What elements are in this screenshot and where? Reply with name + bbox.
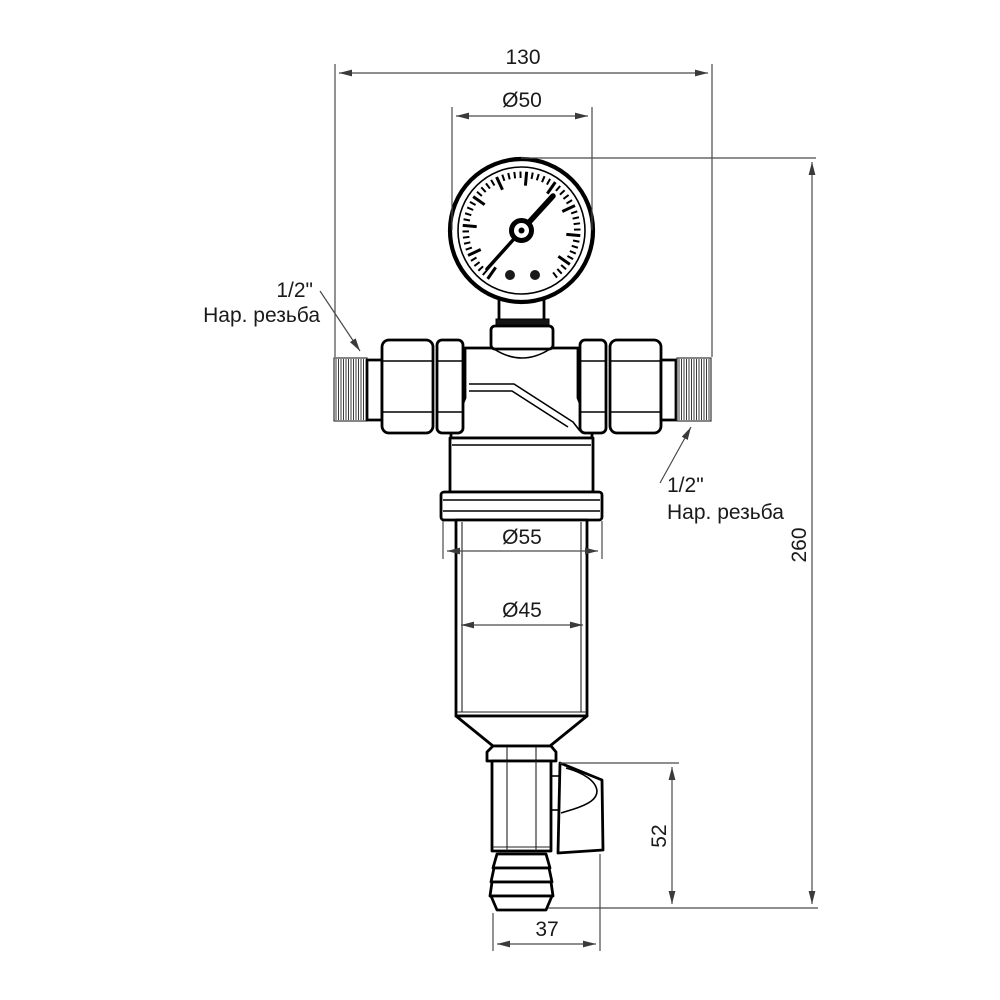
drain-valve-hex <box>487 746 556 761</box>
dim-text-drain-height: 52 <box>648 824 671 848</box>
dim-overall-height <box>788 162 812 904</box>
dim-gauge-diameter <box>456 89 588 116</box>
right-union-collar <box>580 340 606 433</box>
bowl-neck <box>450 438 593 492</box>
dim-text-bowl-diameter: Ø45 <box>502 599 542 622</box>
dim-drain-height <box>648 767 672 904</box>
dim-text-gauge-diameter: Ø50 <box>502 89 542 112</box>
left-union-collar <box>437 340 463 433</box>
left-thread-callout <box>203 279 360 351</box>
left-thread-type-label: Нар. резьба <box>203 304 320 327</box>
gauge-screw-right <box>530 270 540 280</box>
left-thread-hatch <box>336 359 364 420</box>
stem-flange <box>491 326 553 349</box>
left-spacer <box>367 360 382 420</box>
dim-overall-width <box>339 46 708 73</box>
right-thread-type-label: Нар. резьба <box>667 501 784 524</box>
right-union-nut <box>610 340 661 433</box>
dim-text-drain-spout-width: 37 <box>535 918 559 941</box>
dim-text-overall-height: 260 <box>788 527 811 563</box>
hose-barb <box>490 854 553 910</box>
dim-drain-spout-width <box>497 918 596 944</box>
tee-body <box>451 348 592 438</box>
right-thread-size-label: 1/2" <box>667 474 704 497</box>
dim-text-collar-diameter: Ø55 <box>502 526 542 549</box>
left-union-nut <box>382 340 433 433</box>
left-connection <box>334 340 463 433</box>
bowl-collar-nut <box>441 492 602 520</box>
needle-hub-pin <box>519 228 525 234</box>
pressure-gauge <box>450 159 593 302</box>
right-connection <box>580 340 711 433</box>
right-thread-hatch <box>679 359 709 420</box>
dim-text-overall-width: 130 <box>505 46 541 69</box>
right-thread-callout <box>660 427 784 524</box>
drain-valve-body <box>492 761 551 851</box>
bowl-cone <box>456 716 587 746</box>
left-thread-size-label: 1/2" <box>276 279 313 302</box>
gauge-screw-left <box>505 270 515 280</box>
drain-valve-handle <box>558 763 603 853</box>
right-spacer <box>661 360 676 420</box>
